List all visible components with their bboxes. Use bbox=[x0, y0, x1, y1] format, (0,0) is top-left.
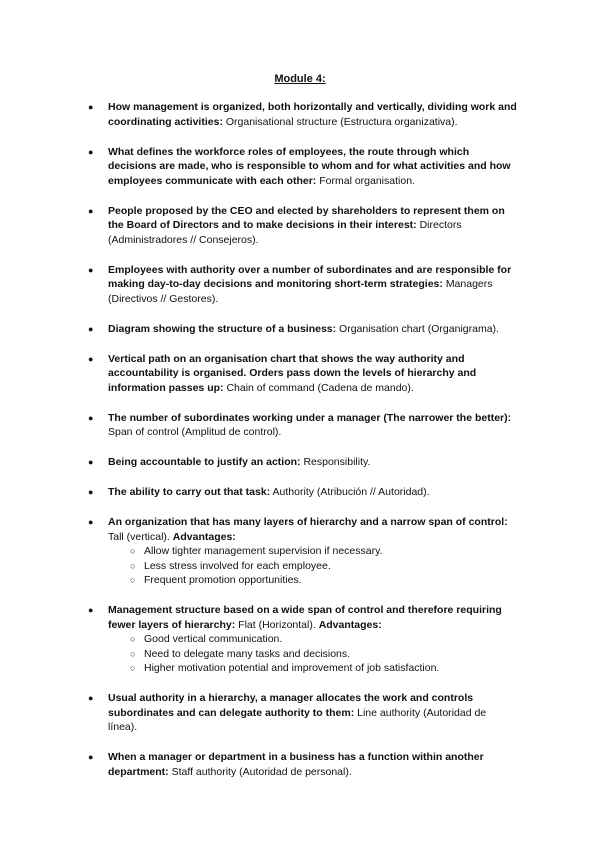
term-question: When a manager or department in a business has a function within another department: bbox=[108, 751, 484, 778]
list-item bbox=[0, 100, 600, 129]
term-question: Usual authority in a hierarchy, a manager allocates the work and controls subordinates and can delegate authority to them: bbox=[108, 692, 474, 719]
bullet-icon: ● bbox=[88, 323, 94, 334]
advantage-text: Allow tighter management supervision if necessary. bbox=[144, 545, 383, 557]
bullet-icon: ● bbox=[88, 353, 94, 364]
term-answer: Organisation chart (Organigrama). bbox=[339, 322, 499, 335]
list-item bbox=[0, 455, 600, 470]
list-item bbox=[0, 485, 600, 500]
sub-list-item bbox=[108, 559, 518, 574]
bullet-icon: ● bbox=[88, 693, 94, 703]
advantage-text: Good vertical communication. bbox=[144, 633, 283, 645]
circle-bullet-icon: ○ bbox=[130, 575, 136, 585]
bullet-icon: ● bbox=[88, 205, 94, 216]
definition-list bbox=[0, 100, 600, 795]
advantages-list bbox=[108, 632, 518, 676]
sub-list-item bbox=[108, 632, 518, 647]
page-title-text: Module 4: bbox=[274, 73, 326, 85]
bullet-icon: ● bbox=[88, 412, 94, 423]
term-question: People proposed by the CEO and elected by shareholders to represent them on the Board of Directors and to make decisions in their interest: bbox=[108, 204, 505, 231]
term-question: How management is organized, both horizontally and vertically, dividing work and coordinating activities: bbox=[108, 101, 517, 128]
advantage-text: Less stress involved for each employee. bbox=[144, 559, 331, 572]
term-question: Management structure based on a wide span of control and therefore requiring fewer layers of hierarchy: bbox=[108, 604, 502, 631]
term-answer: Formal organisation. bbox=[319, 174, 415, 187]
advantages-label: Advantages: bbox=[172, 530, 236, 543]
term-answer: Authority (Atribución // Autoridad). bbox=[272, 486, 430, 498]
bullet-icon: ● bbox=[88, 146, 94, 157]
bullet-icon: ● bbox=[88, 605, 94, 615]
term-answer: Flat (Horizontal). bbox=[238, 618, 316, 631]
list-item bbox=[0, 263, 600, 307]
circle-bullet-icon: ○ bbox=[130, 546, 136, 556]
circle-bullet-icon: ○ bbox=[130, 560, 136, 571]
list-item bbox=[0, 750, 600, 779]
bullet-icon: ● bbox=[88, 102, 94, 112]
list-item bbox=[0, 603, 600, 676]
term-answer: Directors (Administradores // Consejeros). bbox=[108, 219, 462, 246]
bullet-icon: ● bbox=[88, 517, 94, 527]
bullet-icon: ● bbox=[88, 264, 94, 275]
bullet-icon: ● bbox=[88, 752, 94, 762]
bullet-icon: ● bbox=[88, 457, 94, 467]
term-answer: Chain of command (Cadena de mando). bbox=[226, 381, 414, 394]
sub-list-item bbox=[108, 647, 518, 662]
list-item bbox=[0, 204, 600, 248]
term-question: Being accountable to justify an action: bbox=[108, 456, 301, 468]
bullet-icon: ● bbox=[88, 487, 94, 497]
circle-bullet-icon: ○ bbox=[130, 663, 136, 673]
term-answer: Span of control (Amplitud de control). bbox=[108, 426, 282, 438]
term-answer: Staff authority (Autoridad de personal). bbox=[171, 765, 352, 778]
sub-list-item bbox=[108, 573, 518, 588]
list-item bbox=[0, 515, 600, 588]
sub-list-item bbox=[108, 544, 518, 559]
list-item bbox=[0, 352, 600, 396]
advantages-label: Advantages: bbox=[318, 618, 382, 631]
term-question: The ability to carry out that task: bbox=[108, 486, 271, 498]
term-answer: Responsibility. bbox=[303, 456, 371, 468]
page-title bbox=[0, 72, 600, 86]
list-item bbox=[0, 411, 600, 440]
advantage-text: Frequent promotion opportunities. bbox=[144, 574, 302, 586]
advantage-text: Higher motivation potential and improvement of job satisfaction. bbox=[144, 662, 440, 674]
term-answer: Organisational structure (Estructura organizativa). bbox=[225, 115, 458, 128]
term-question: Employees with authority over a number of subordinates and are responsible for making day-to-day decisions and monitoring short-term strategies: bbox=[108, 263, 512, 290]
circle-bullet-icon: ○ bbox=[130, 648, 136, 659]
list-item bbox=[0, 322, 600, 337]
term-question: An organization that has many layers of hierarchy and a narrow span of control: bbox=[108, 516, 508, 528]
advantage-text: Need to delegate many tasks and decisions. bbox=[144, 647, 351, 660]
term-answer: Tall (vertical). bbox=[108, 530, 170, 543]
term-question: Diagram showing the structure of a business: bbox=[108, 322, 337, 335]
term-question: What defines the workforce roles of employees, the route through which decisions are made, who is responsible to whom and for what activities and how employees communicate with each other: bbox=[108, 145, 511, 187]
term-question: Vertical path on an organisation chart that shows the way authority and accountability is organised. Orders pass down the levels of hierarchy and information passes up: bbox=[108, 352, 477, 394]
term-answer: Managers (Directivos // Gestores). bbox=[108, 278, 493, 305]
circle-bullet-icon: ○ bbox=[130, 634, 136, 644]
list-item bbox=[0, 145, 600, 189]
term-question: The number of subordinates working under a manager (The narrower the better): bbox=[108, 411, 512, 424]
term-answer: Line authority (Autoridad de línea). bbox=[108, 706, 487, 733]
advantages-list bbox=[108, 544, 518, 588]
sub-list-item bbox=[108, 661, 518, 676]
list-item bbox=[0, 691, 600, 735]
